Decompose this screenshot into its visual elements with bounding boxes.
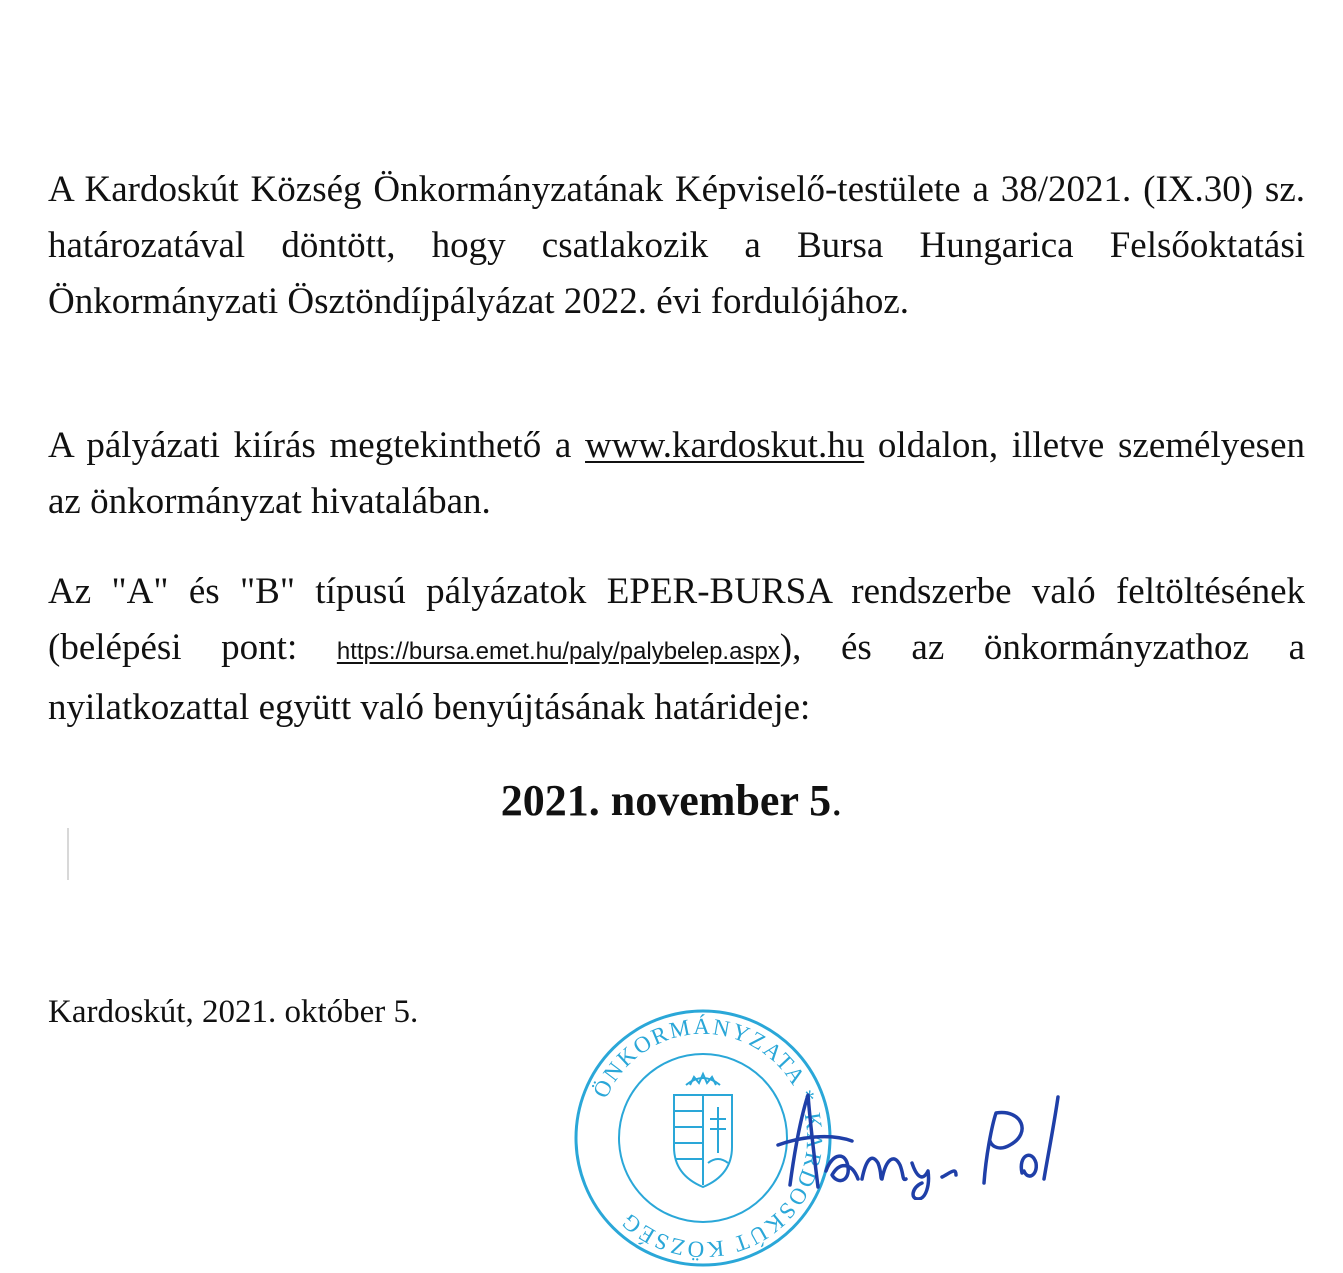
coat-of-arms-icon: [674, 1074, 732, 1187]
submission-paragraph: [48, 564, 1305, 736]
submission-text-start: Az "A" és "B" típusú pályázatok EPER-BURSA rendszerbe való feltöltésének (belépési pont:: [48, 571, 1305, 668]
deadline-date-text: 2021. november 5: [500, 776, 832, 825]
announcement-text-start: A pályázati kiírás megtekinthető a: [48, 425, 586, 466]
stamp-ring-text: ÖNKORMÁNYZATA * KARDOSKÚT KÖZSÉG: [588, 1013, 828, 1263]
deadline-date: [0, 775, 1343, 826]
announcement-paragraph: [48, 418, 1305, 530]
margin-mark: [67, 828, 69, 880]
deadline-period: .: [831, 776, 843, 825]
eper-bursa-link[interactable]: https://bursa.emet.hu/paly/palybelep.aspx: [336, 638, 780, 665]
submission-text-end: ), és az önkormányzathoz a nyilatkozattal együtt való benyújtásának határideje:: [48, 627, 1306, 728]
announcement-text-end: oldalon, illetve személyesen az önkormányzat hivatalában.: [48, 425, 1305, 522]
handwritten-signature: [760, 1075, 1070, 1200]
resolution-paragraph: A Kardoskút Község Önkormányzatának Képviselő-testülete a 38/2021. (IX.30) sz. határozatával döntött, hogy csatlakozik a Bursa Hungarica Felsőoktatási Önkormányzati Ösztöndíjpályázat 2022. évi fordulójához.: [48, 169, 1305, 322]
website-link[interactable]: www.kardoskut.hu: [585, 425, 865, 466]
place-and-date: Kardoskút, 2021. október 5.: [48, 994, 419, 1030]
